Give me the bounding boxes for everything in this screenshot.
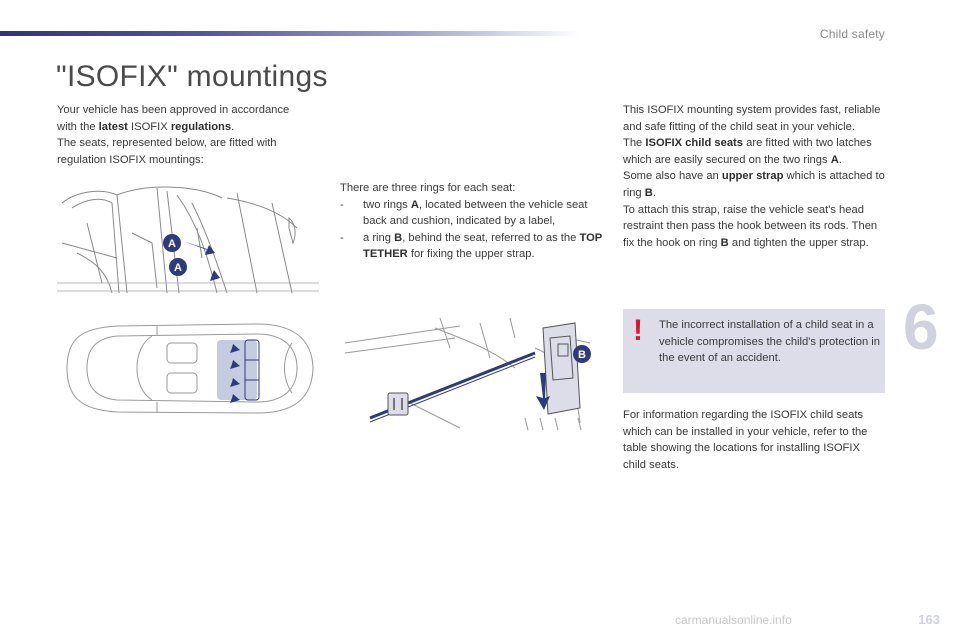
rings-item-1-ring: A — [410, 198, 419, 211]
system-p2-ring: A — [830, 153, 839, 166]
system-isofix-child-seats: ISOFIX child seats — [645, 137, 744, 150]
watermark: carmanualsonline.info — [675, 613, 792, 627]
rings-item-1 — [340, 197, 610, 230]
section-title: Child safety — [819, 27, 885, 41]
intro-latest: latest — [98, 120, 128, 133]
warning-box — [623, 309, 885, 393]
system-upper-strap: upper strap — [721, 170, 784, 183]
rings-item-2-text-e: for fixing the upper strap. — [407, 248, 535, 261]
rings-item-2-text-a: a ring — [363, 231, 395, 244]
warning-text: The incorrect installation of a child seat in a vehicle compromises the child's protection in the event of an accident. — [659, 319, 881, 365]
warning-icon: ! — [633, 314, 643, 347]
system-p4 — [623, 202, 888, 252]
chapter-number: 6 — [903, 291, 939, 363]
bullet-dash: - — [340, 198, 344, 211]
intro-line-2a: with the — [57, 120, 99, 133]
rings-item-2 — [340, 230, 610, 263]
system-p3-c: which is attached to ring — [623, 170, 885, 199]
system-p3-e: . — [652, 186, 656, 199]
intro-text — [57, 102, 322, 168]
system-text — [623, 102, 888, 251]
page-number: 163 — [918, 612, 940, 627]
page-title: "ISOFIX" mountings — [56, 60, 328, 93]
system-p4-a: To attach this strap, raise the vehicle seat's head restraint then pass the hook between its rods. Then fix the hook on ring — [623, 203, 878, 249]
intro-line-2c: ISOFIX — [127, 120, 171, 133]
system-p3-ring: B — [644, 186, 653, 199]
rings-item-1-text-c: , located between the vehicle seat back and cushion, indicated by a label, — [363, 198, 588, 228]
ring-a-label-2: A — [174, 262, 182, 274]
rings-item-2-ring: B — [394, 231, 403, 244]
system-p2-c: are fitted with two latches which are easily secured on the two rings — [623, 137, 872, 166]
info-paragraph: For information regarding the ISOFIX child seats which can be installed in your vehicle, refer to the table showing the locations for installing ISOFIX child seats. — [623, 409, 868, 471]
rings-item-2-text-c: , behind the seat, referred to as the — [402, 231, 580, 244]
rings-item-1-text-a: two rings — [363, 198, 411, 211]
system-p3-a: Some also have an — [623, 170, 722, 183]
rings-lead: There are three rings for each seat: — [340, 182, 516, 194]
intro-line-1: Your vehicle has been approved in accordance — [57, 104, 290, 116]
ring-b-label: B — [578, 349, 586, 361]
car-top-view-illustration — [57, 318, 319, 423]
rings-item-2-top-tether: TOP TETHER — [363, 231, 603, 261]
ring-a-label-1: A — [168, 238, 176, 250]
system-p4-ring: B — [720, 236, 729, 249]
intro-line-3: The seats, represented below, are fitted with — [57, 137, 277, 150]
intro-regulations: regulations — [170, 120, 232, 133]
intro-line-4: regulation ISOFIX mountings: — [57, 153, 204, 166]
system-p2-a: The — [623, 137, 646, 150]
top-tether-ring-b-illustration — [340, 318, 598, 433]
system-p2-e: . — [838, 153, 842, 166]
system-p3 — [623, 168, 888, 201]
system-p2 — [623, 135, 888, 168]
bullet-dash: - — [340, 231, 344, 244]
rings-text — [340, 180, 610, 263]
seat-rings-a-illustration — [57, 183, 319, 298]
system-p1: This ISOFIX mounting system provides fast, reliable and safe fitting of the child seat in your vehicle. — [623, 104, 881, 133]
header-bar — [0, 31, 580, 36]
info-text — [623, 407, 885, 473]
system-p4-c: and tighten the upper strap. — [728, 236, 869, 249]
intro-line-2e: . — [231, 120, 235, 133]
